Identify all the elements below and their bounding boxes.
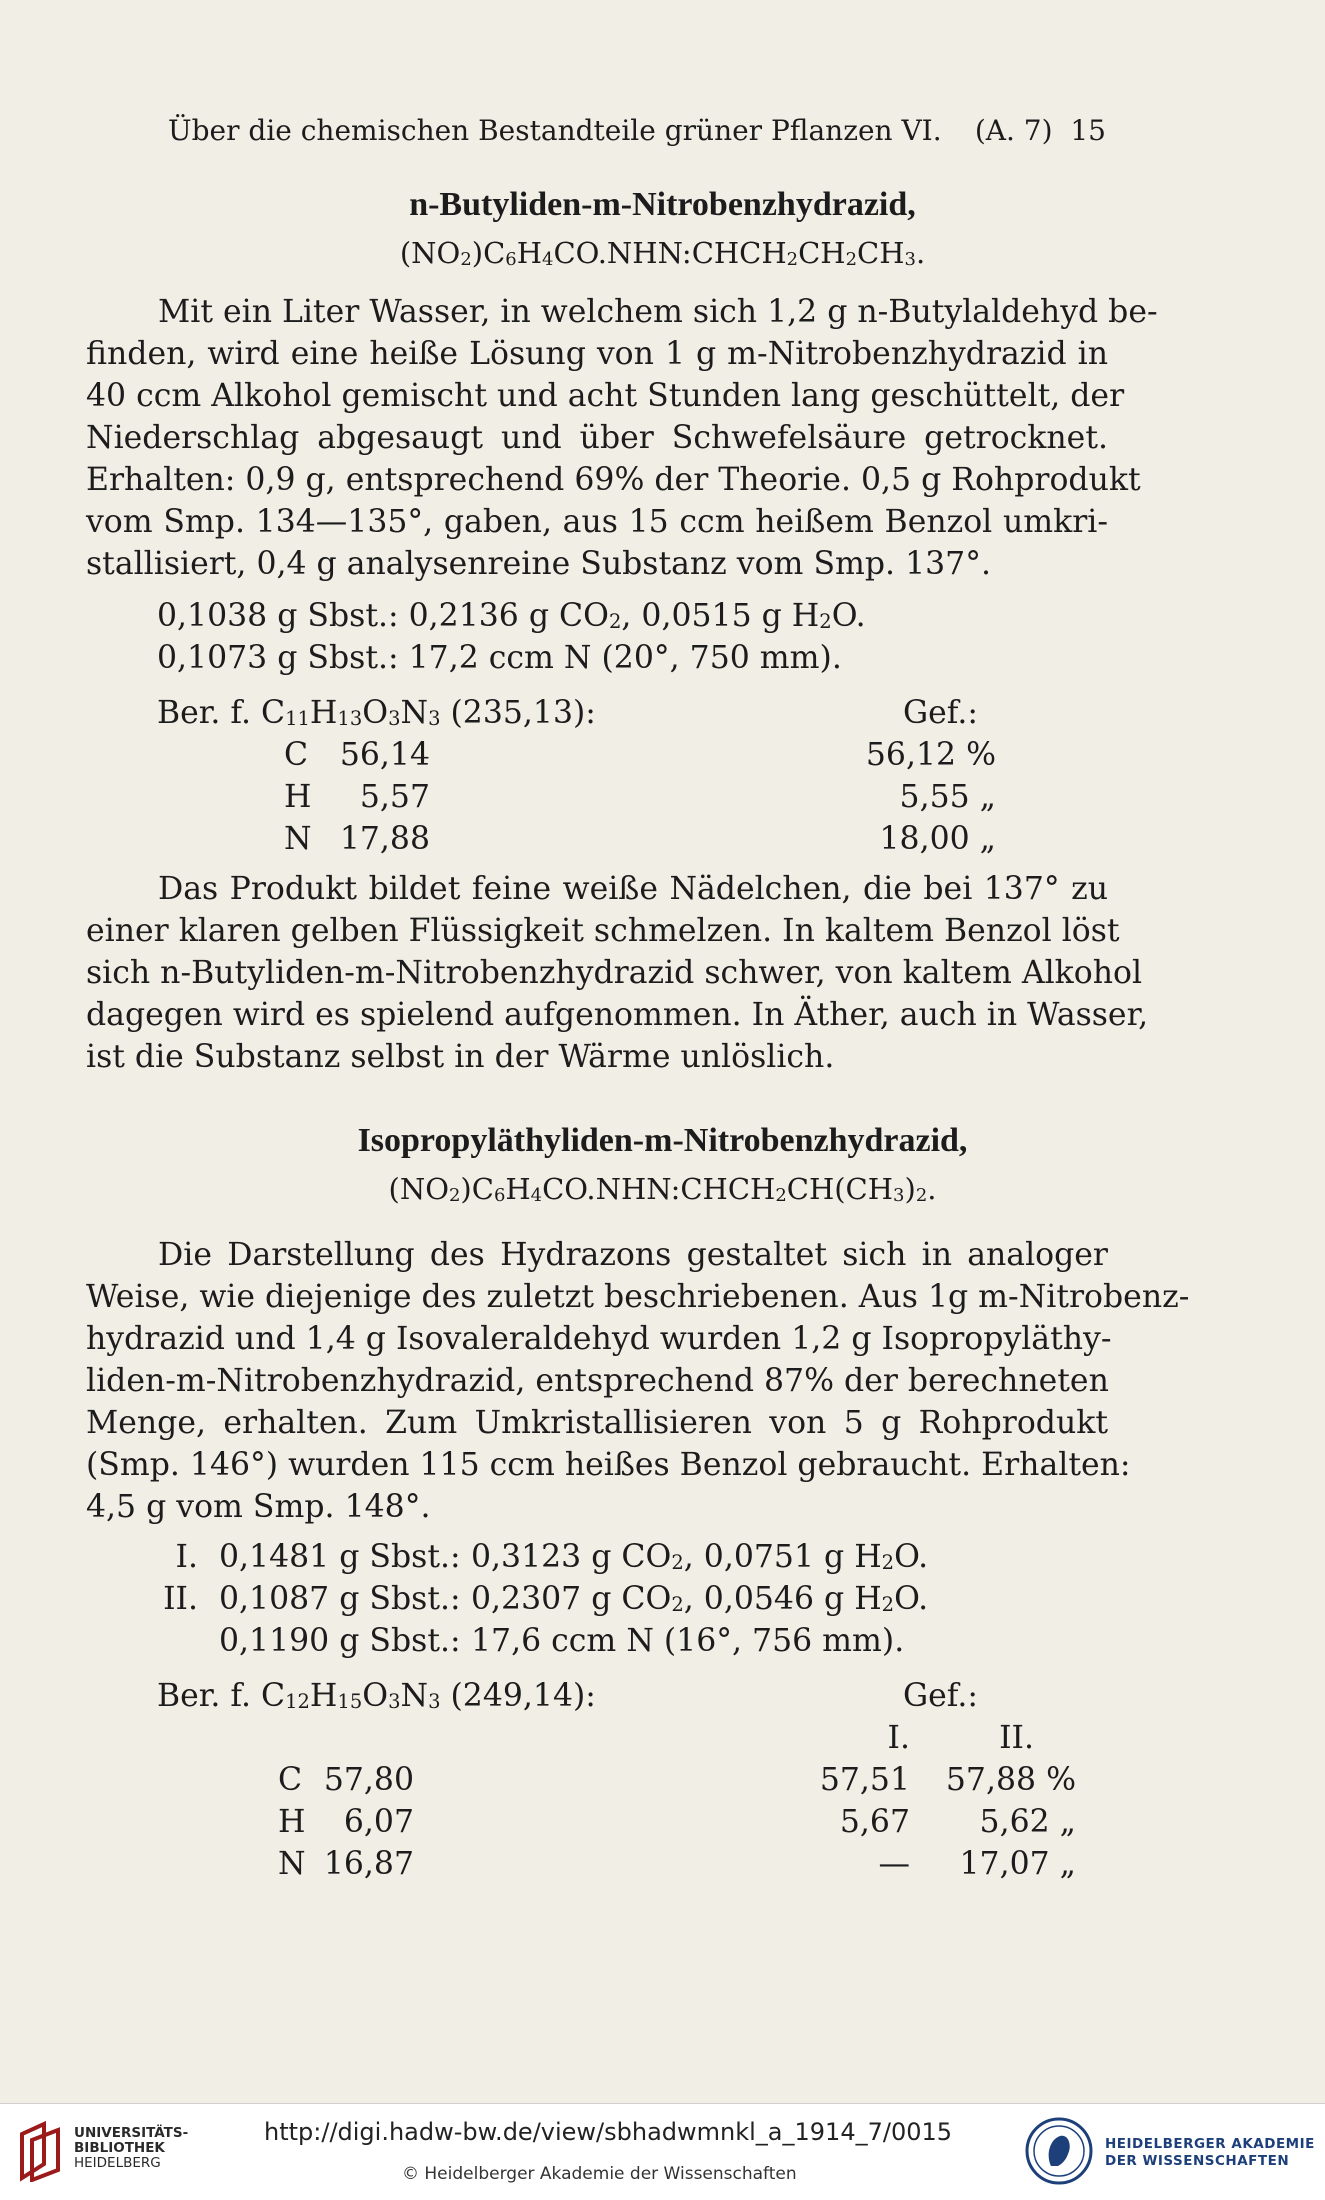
viewer-footer bbox=[0, 2103, 1325, 2200]
found-label: Gef.: bbox=[903, 695, 978, 731]
element-label: N bbox=[284, 821, 312, 857]
academy-line: DER WISSENSCHAFTEN bbox=[1105, 2153, 1290, 2169]
section-title-2: Isopropyläthyliden-m-Nitrobenzhydrazid, bbox=[357, 1122, 968, 1159]
analysis-result: 0,2307 g $CO_2$, 0,0546 g $H_2O$. bbox=[471, 1581, 929, 1617]
found-value-1: 57,51 bbox=[819, 1762, 910, 1798]
found-value-2: 5,62 „ bbox=[979, 1804, 1076, 1840]
found-value: 5,55 „ bbox=[899, 779, 996, 815]
element-label: C bbox=[284, 737, 309, 773]
academy-line: HEIDELBERGER AKADEMIE bbox=[1105, 2136, 1315, 2152]
text-line: Erhalten: 0,9 g, entsprechend 69% der Theorie. 0,5 g Rohprodukt bbox=[86, 462, 1141, 498]
element-label: H bbox=[278, 1804, 306, 1840]
text-line: Niederschlag abgesaugt und über Schwefelsäure getrocknet. bbox=[86, 420, 1108, 456]
text-line: (Smp. 146°) wurden 115 ccm heißes Benzol gebraucht. Erhalten: bbox=[86, 1447, 1131, 1483]
text-line: sich n-Butyliden-m-Nitrobenzhydrazid schwer, von kaltem Alkohol bbox=[86, 955, 1143, 991]
copyright-notice: © Heidelberger Akademie der Wissenschaften bbox=[402, 2164, 797, 2184]
text-line: dagegen wird es spielend aufgenommen. In Äther, auch in Wasser, bbox=[86, 997, 1149, 1033]
permalink-url[interactable]: http://digi.hadw-bw.de/view/sbhadwmnkl_a_1914_7/0015 bbox=[264, 2118, 953, 2146]
element-label: H bbox=[284, 779, 312, 815]
library-name bbox=[74, 2126, 188, 2171]
header-ref bbox=[975, 114, 1106, 147]
found-value: 18,00 „ bbox=[879, 821, 996, 857]
calc-value: 6,07 bbox=[343, 1804, 414, 1840]
running-title: Über die chemischen Bestandteile grüner Pflanzen VI. bbox=[168, 114, 942, 147]
sample-weight: 0,1087 g Sbst.: bbox=[219, 1581, 461, 1617]
element-label: N bbox=[278, 1846, 306, 1882]
element-label: C bbox=[278, 1762, 303, 1798]
section-ref: (A. 7) bbox=[974, 114, 1053, 147]
calc-value: 17,88 bbox=[339, 821, 430, 857]
running-header bbox=[168, 114, 1106, 147]
formula-2: $(NO_2)C_6H_4CO.NHN:CHCH_2CH(CH_3)_2$. bbox=[388, 1172, 937, 1207]
found-value: 56,12 % bbox=[865, 737, 996, 773]
text-line: Mit ein Liter Wasser, in welchem sich 1,2 g n-Butylaldehyd be- bbox=[158, 294, 1158, 330]
calc-value: 56,14 bbox=[339, 737, 430, 773]
text-line: Die Darstellung des Hydrazons gestaltet sich in analoger bbox=[158, 1237, 1108, 1273]
academy-seal-icon bbox=[1024, 2116, 1094, 2186]
text-line: vom Smp. 134—135°, gaben, aus 15 ccm heißem Benzol umkri- bbox=[86, 504, 1108, 540]
calc-formula: Ber. f. $C_{11}H_{13}O_3N_3$ (235,13): bbox=[157, 695, 596, 731]
found-value-2: 57,88 % bbox=[945, 1762, 1076, 1798]
analysis-result: 0,3123 g $CO_2$, 0,0751 g $H_2O$. bbox=[471, 1539, 929, 1575]
formula-1: $(NO_2)C_6H_4CO.NHN:CHCH_2CH_2CH_3$. bbox=[399, 236, 926, 271]
analysis-number: I. bbox=[175, 1539, 198, 1575]
text-line: 40 ccm Alkohol gemischt und acht Stunden lang geschüttelt, der bbox=[86, 378, 1125, 414]
found-value-2: 17,07 „ bbox=[959, 1846, 1076, 1882]
library-line: UNIVERSITÄTS- bbox=[74, 2125, 189, 2141]
text-line: stallisiert, 0,4 g analysenreine Substanz vom Smp. 137°. bbox=[86, 546, 991, 582]
text-line: Das Produkt bildet feine weiße Nädelchen, die bei 137° zu bbox=[158, 871, 1108, 907]
academy-name bbox=[1105, 2136, 1315, 2170]
sample-weight: 0,1190 g Sbst.: bbox=[219, 1623, 461, 1659]
analysis-line-1: 0,1038 g Sbst.: 0,2136 g $CO_2$, 0,0515 g $H_2O$. bbox=[157, 598, 866, 634]
library-line: BIBLIOTHEK bbox=[74, 2140, 165, 2156]
calc-value: 57,80 bbox=[323, 1762, 414, 1798]
text-line: ist die Substanz selbst in der Wärme unlöslich. bbox=[86, 1039, 835, 1075]
calc-value: 5,57 bbox=[359, 779, 430, 815]
analysis-result: 17,6 ccm N (16°, 756 mm). bbox=[471, 1623, 905, 1659]
library-line: HEIDELBERG bbox=[74, 2155, 161, 2171]
page-number: 15 bbox=[1070, 114, 1106, 147]
text-line: 4,5 g vom Smp. 148°. bbox=[86, 1489, 431, 1525]
analysis-line-2: 0,1073 g Sbst.: 17,2 ccm N (20°, 750 mm). bbox=[157, 640, 842, 676]
found-value-1: — bbox=[878, 1846, 910, 1882]
column-header-1: I. bbox=[887, 1720, 910, 1756]
calc-formula: Ber. f. $C_{12}H_{15}O_3N_3$ (249,14): bbox=[157, 1678, 596, 1714]
text-line: Menge, erhalten. Zum Umkristallisieren von 5 g Rohprodukt bbox=[86, 1405, 1108, 1441]
text-line: hydrazid und 1,4 g Isovaleraldehyd wurden 1,2 g Isopropyläthy- bbox=[86, 1321, 1112, 1357]
paragraph-2 bbox=[86, 868, 1149, 1078]
paragraph-1 bbox=[86, 291, 1158, 585]
analysis-number: II. bbox=[163, 1581, 198, 1617]
column-header-2: II. bbox=[999, 1720, 1034, 1756]
section-title-1: n-Butyliden-m-Nitrobenzhydrazid, bbox=[409, 186, 916, 223]
text-line: finden, wird eine heiße Lösung von 1 g m-Nitrobenzhydrazid in bbox=[86, 336, 1108, 372]
text-line: Weise, wie diejenige des zuletzt beschriebenen. Aus 1g m-Nitrobenz- bbox=[86, 1279, 1190, 1315]
found-label: Gef.: bbox=[903, 1678, 978, 1714]
sample-weight: 0,1481 g Sbst.: bbox=[219, 1539, 461, 1575]
found-value-1: 5,67 bbox=[839, 1804, 910, 1840]
text-line: einer klaren gelben Flüssigkeit schmelzen. In kaltem Benzol löst bbox=[86, 913, 1120, 949]
calc-value: 16,87 bbox=[323, 1846, 414, 1882]
paragraph-3 bbox=[86, 1234, 1190, 1528]
text-line: liden-m-Nitrobenzhydrazid, entsprechend 87% der berechneten bbox=[86, 1363, 1109, 1399]
library-logo-icon bbox=[14, 2120, 68, 2182]
